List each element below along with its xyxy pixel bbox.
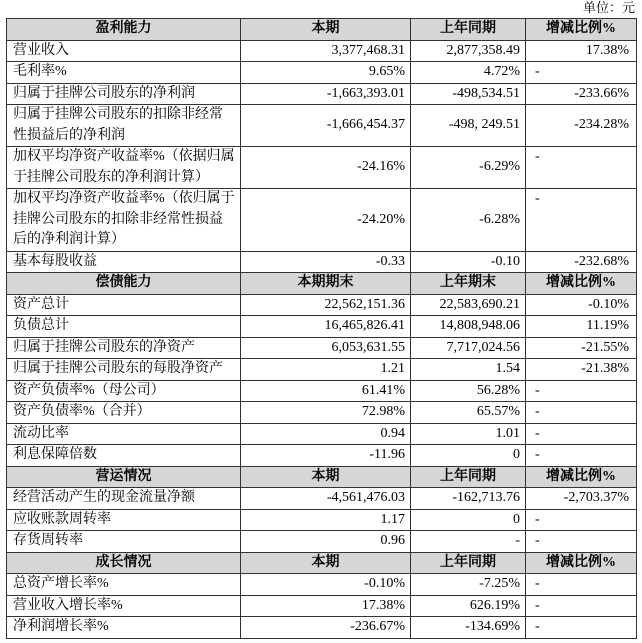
prior-value: -0.10	[411, 251, 526, 273]
change-value: 11.19%	[526, 316, 637, 338]
section-title: 营运情况	[7, 466, 241, 488]
row-label: 资产负债率%（母公司）	[7, 380, 241, 402]
change-value: -	[526, 402, 637, 424]
prior-value: 56.28%	[411, 380, 526, 402]
current-value: 72.98%	[241, 402, 411, 424]
change-value: -	[526, 189, 637, 252]
table-row	[7, 531, 637, 553]
section-title: 偿债能力	[7, 273, 241, 295]
row-label: 总资产增长率%	[7, 574, 241, 596]
financial-indicators-table	[6, 18, 637, 639]
current-value: 1.21	[241, 359, 411, 381]
column-header-change: 增减比例%	[526, 466, 637, 488]
row-label: 毛利率%	[7, 62, 241, 84]
prior-value: 0	[411, 509, 526, 531]
table-row	[7, 402, 637, 424]
prior-value: -498, 249.51	[411, 105, 526, 147]
change-value: -234.28%	[526, 105, 637, 147]
row-label: 营业收入增长率%	[7, 595, 241, 617]
current-value: 3,377,468.31	[241, 40, 411, 62]
section-title: 成长情况	[7, 552, 241, 574]
table-row	[7, 380, 637, 402]
prior-value: 22,583,690.21	[411, 294, 526, 316]
column-header-prior: 上年同期	[411, 466, 526, 488]
table-row	[7, 316, 637, 338]
section-header-growth	[7, 552, 637, 574]
table-row	[7, 488, 637, 510]
table-row	[7, 337, 637, 359]
table-row	[7, 83, 637, 105]
section-header-solvency	[7, 273, 637, 295]
prior-value: 7,717,024.56	[411, 337, 526, 359]
current-value: -0.10%	[241, 574, 411, 596]
prior-value: 2,877,358.49	[411, 40, 526, 62]
column-header-current: 本期	[241, 19, 411, 41]
table-row	[7, 105, 637, 147]
row-label: 净利润增长率%	[7, 617, 241, 639]
current-value: -1,666,454.37	[241, 105, 411, 147]
column-header-prior: 上年期末	[411, 273, 526, 295]
current-value: -0.33	[241, 251, 411, 273]
table-row	[7, 359, 637, 381]
row-label: 归属于挂牌公司股东的扣除非经常 性损益后的净利润	[7, 105, 241, 147]
column-header-prior: 上年同期	[411, 552, 526, 574]
table-row	[7, 617, 637, 639]
change-value: -0.10%	[526, 294, 637, 316]
change-value: -	[526, 617, 637, 639]
prior-value: 0	[411, 445, 526, 467]
column-header-current: 本期	[241, 466, 411, 488]
current-value: -4,561,476.03	[241, 488, 411, 510]
change-value: -21.38%	[526, 359, 637, 381]
change-value: -	[526, 147, 637, 189]
row-label: 基本每股收益	[7, 251, 241, 273]
row-label: 归属于挂牌公司股东的每股净资产	[7, 359, 241, 381]
prior-value: 4.72%	[411, 62, 526, 84]
row-label: 归属于挂牌公司股东的净资产	[7, 337, 241, 359]
unit-label: 单位：元	[582, 0, 635, 15]
column-header-current: 本期期末	[241, 273, 411, 295]
column-header-change: 增减比例%	[526, 552, 637, 574]
current-value: -24.20%	[241, 189, 411, 252]
change-value: 17.38%	[526, 40, 637, 62]
column-header-current: 本期	[241, 552, 411, 574]
section-header-operations	[7, 466, 637, 488]
table-row	[7, 189, 637, 252]
current-value: -1,663,393.01	[241, 83, 411, 105]
row-label: 负债总计	[7, 316, 241, 338]
section-header-profitability	[7, 19, 637, 41]
row-label: 加权平均净资产收益率%（依据归属 于挂牌公司股东的净利润计算）	[7, 147, 241, 189]
current-value: 1.17	[241, 509, 411, 531]
change-value: -	[526, 423, 637, 445]
table-row	[7, 595, 637, 617]
column-header-change: 增减比例%	[526, 19, 637, 41]
table-row	[7, 423, 637, 445]
current-value: -236.67%	[241, 617, 411, 639]
current-value: 61.41%	[241, 380, 411, 402]
current-value: 9.65%	[241, 62, 411, 84]
row-label: 经营活动产生的现金流量净额	[7, 488, 241, 510]
prior-value: -498,534.51	[411, 83, 526, 105]
row-label: 利息保障倍数	[7, 445, 241, 467]
row-label: 应收账款周转率	[7, 509, 241, 531]
prior-value: -6.29%	[411, 147, 526, 189]
row-label: 加权平均净资产收益率%（依归属于 挂牌公司股东的扣除非经常性损益 后的净利润计算）	[7, 189, 241, 252]
row-label: 归属于挂牌公司股东的净利润	[7, 83, 241, 105]
current-value: 0.94	[241, 423, 411, 445]
prior-value: 14,808,948.06	[411, 316, 526, 338]
table-row	[7, 40, 637, 62]
change-value: -	[526, 445, 637, 467]
change-value: -	[526, 595, 637, 617]
table-row	[7, 574, 637, 596]
section-title: 盈利能力	[7, 19, 241, 41]
table-row	[7, 147, 637, 189]
prior-value: -134.69%	[411, 617, 526, 639]
prior-value: 626.19%	[411, 595, 526, 617]
change-value: -	[526, 531, 637, 553]
change-value: -232.68%	[526, 251, 637, 273]
current-value: 17.38%	[241, 595, 411, 617]
table-row	[7, 509, 637, 531]
change-value: -	[526, 509, 637, 531]
table-row	[7, 251, 637, 273]
change-value: -21.55%	[526, 337, 637, 359]
row-label: 营业收入	[7, 40, 241, 62]
prior-value: 65.57%	[411, 402, 526, 424]
table-row	[7, 445, 637, 467]
prior-value: -	[411, 531, 526, 553]
change-value: -2,703.37%	[526, 488, 637, 510]
prior-value: 1.01	[411, 423, 526, 445]
change-value: -	[526, 574, 637, 596]
current-value: 22,562,151.36	[241, 294, 411, 316]
column-header-change: 增减比例%	[526, 273, 637, 295]
row-label: 资产负债率%（合并）	[7, 402, 241, 424]
prior-value: -7.25%	[411, 574, 526, 596]
current-value: 6,053,631.55	[241, 337, 411, 359]
current-value: 16,465,826.41	[241, 316, 411, 338]
prior-value: -6.28%	[411, 189, 526, 252]
change-value: -	[526, 380, 637, 402]
table-row	[7, 294, 637, 316]
change-value: -	[526, 62, 637, 84]
row-label: 流动比率	[7, 423, 241, 445]
current-value: -11.96	[241, 445, 411, 467]
column-header-prior: 上年同期	[411, 19, 526, 41]
current-value: -24.16%	[241, 147, 411, 189]
current-value: 0.96	[241, 531, 411, 553]
row-label: 资产总计	[7, 294, 241, 316]
table-row	[7, 62, 637, 84]
prior-value: 1.54	[411, 359, 526, 381]
change-value: -233.66%	[526, 83, 637, 105]
row-label: 存货周转率	[7, 531, 241, 553]
prior-value: -162,713.76	[411, 488, 526, 510]
